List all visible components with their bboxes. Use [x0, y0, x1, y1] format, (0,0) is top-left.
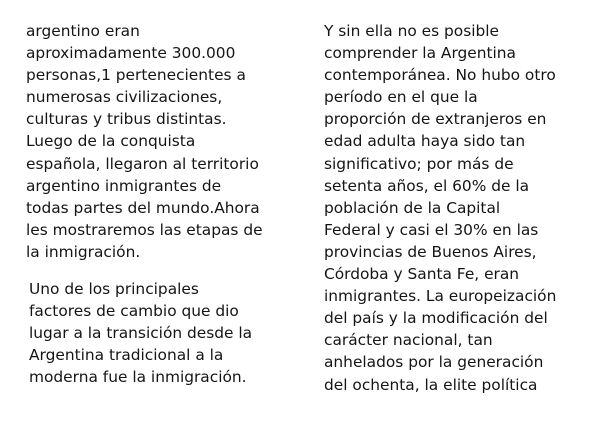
- text-line: argentino eran: [26, 22, 140, 40]
- text-line: proporción de extranjeros en: [324, 110, 547, 129]
- text-line: personas,1 pertenecientes a: [26, 66, 246, 85]
- text-line: todas partes del mundo.Ahora: [26, 198, 260, 217]
- text-line: inmigrantes. La europeización: [324, 287, 557, 306]
- text-line: Luego de la conquista: [26, 132, 196, 151]
- text-line: Y sin ella no es posible: [324, 22, 500, 40]
- text-line: aproximadamente 300.000: [26, 44, 236, 63]
- text-line: factores de cambio que dio: [29, 302, 239, 321]
- text-line: Argentina tradicional a la: [29, 346, 224, 365]
- left-column: [26, 20, 288, 389]
- text-line: Federal y casi el 30% en las: [324, 220, 539, 239]
- text-line: Uno de los principales: [29, 280, 199, 299]
- text-line: lugar a la transición desde la: [29, 324, 253, 343]
- text-line: Córdoba y Santa Fe, eran: [324, 265, 520, 284]
- right-column: [324, 20, 594, 396]
- text-line: contemporánea. No hubo otro: [324, 66, 556, 85]
- text-line: carácter nacional, tan: [324, 331, 493, 350]
- text-line: culturas y tribus distintas.: [26, 110, 227, 129]
- text-line: período en el que la: [324, 88, 478, 107]
- right-paragraph-1: [324, 20, 594, 396]
- left-paragraph-1: [26, 20, 288, 263]
- text-line: les mostraremos las etapas de: [26, 220, 263, 239]
- text-line: moderna fue la inmigración.: [29, 368, 247, 387]
- text-line: argentino inmigrantes de: [26, 176, 222, 195]
- text-line: comprender la Argentina: [324, 44, 516, 63]
- text-line: la inmigración.: [26, 242, 141, 261]
- text-line: setenta años, el 60% de la: [324, 176, 530, 195]
- text-line: edad adulta haya sido tan: [324, 132, 526, 151]
- text-line: española, llegaron al territorio: [26, 154, 259, 173]
- text-line: significativo; por más de: [324, 154, 514, 173]
- text-line: anhelados por la generación: [324, 353, 544, 372]
- left-paragraph-2: [29, 278, 288, 388]
- text-line: numerosas civilizaciones,: [26, 88, 223, 107]
- text-line: del país y la modificación del: [324, 309, 548, 328]
- text-line: del ochenta, la elite política: [324, 375, 538, 394]
- text-line: provincias de Buenos Aires,: [324, 242, 537, 261]
- text-line: población de la Capital: [324, 198, 501, 217]
